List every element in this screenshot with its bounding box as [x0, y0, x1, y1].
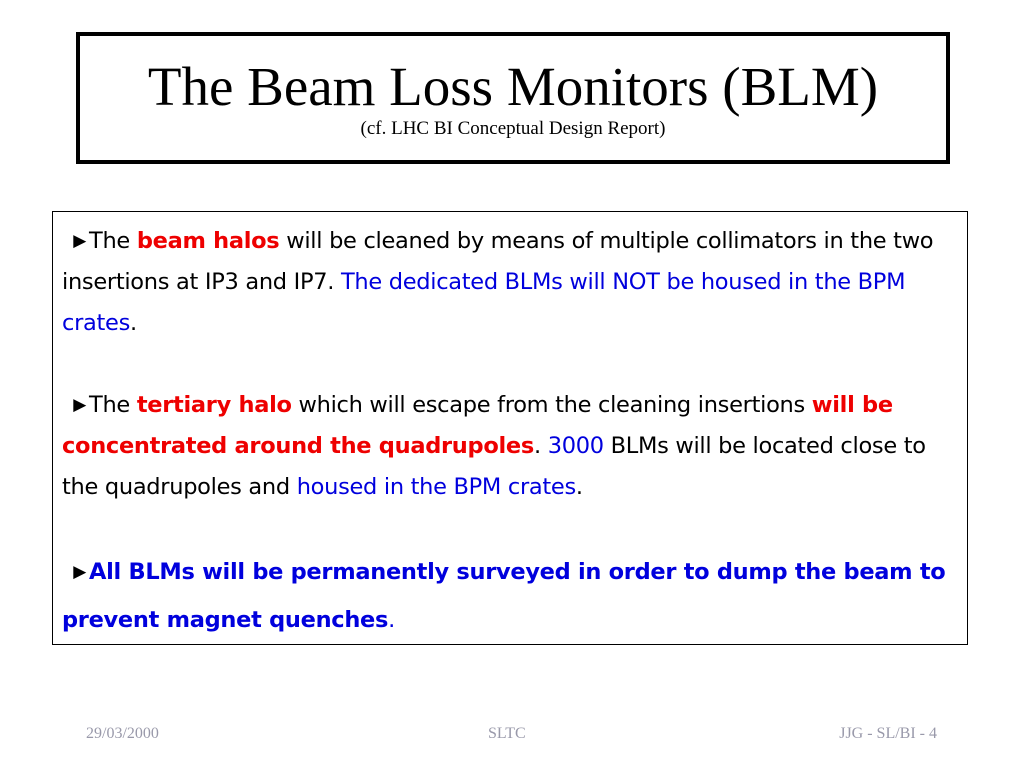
text-run: .: [575, 474, 583, 500]
text-run: BLMs will be located close to the quadrupoles and: [62, 433, 926, 500]
slide-title: The Beam Loss Monitors (BLM): [147, 56, 879, 117]
highlight-beam-halos: beam halos: [136, 228, 280, 254]
triangle-right-icon: ▶: [73, 231, 86, 251]
paragraph-surveyed: [62, 548, 962, 644]
text-run: which will escape from the cleaning insertions: [291, 392, 812, 418]
text-run: .: [130, 310, 137, 336]
footer-date: 29/03/2000: [86, 725, 159, 742]
text-run: The: [89, 228, 137, 254]
footer-center-label: SLTC: [488, 725, 526, 742]
slide-subtitle: (cf. LHC BI Conceptual Design Report): [360, 118, 666, 139]
highlight-tertiary-halo: tertiary halo: [136, 392, 292, 418]
triangle-right-icon: ▶: [73, 562, 86, 582]
text-run: The: [89, 392, 137, 418]
text-run: will be cleaned by means of multiple collimators in the two insertions at IP3 and IP7.: [62, 228, 934, 295]
text-run: .: [533, 433, 548, 459]
highlight-count-3000: 3000: [547, 433, 604, 459]
highlight-permanently-surveyed: All BLMs will be permanently surveyed in order to dump the beam to prevent magnet quenches: [62, 559, 946, 633]
highlight-concentrated-quadrupoles: will be concentrated around the quadrupoles: [62, 392, 893, 459]
content-box: [52, 211, 968, 645]
paragraph-tertiary-halo: [62, 385, 962, 508]
footer-page-number: JJG - SL/BI - 4: [839, 725, 937, 742]
triangle-right-icon: ▶: [73, 395, 86, 415]
text-run: .: [388, 607, 395, 633]
highlight-dedicated-blms: The dedicated BLMs will NOT be housed in the BPM crates: [62, 269, 906, 336]
highlight-bpm-crates: housed in the BPM crates: [296, 474, 576, 500]
paragraph-beam-halos: [62, 221, 962, 344]
title-box: [76, 32, 950, 164]
